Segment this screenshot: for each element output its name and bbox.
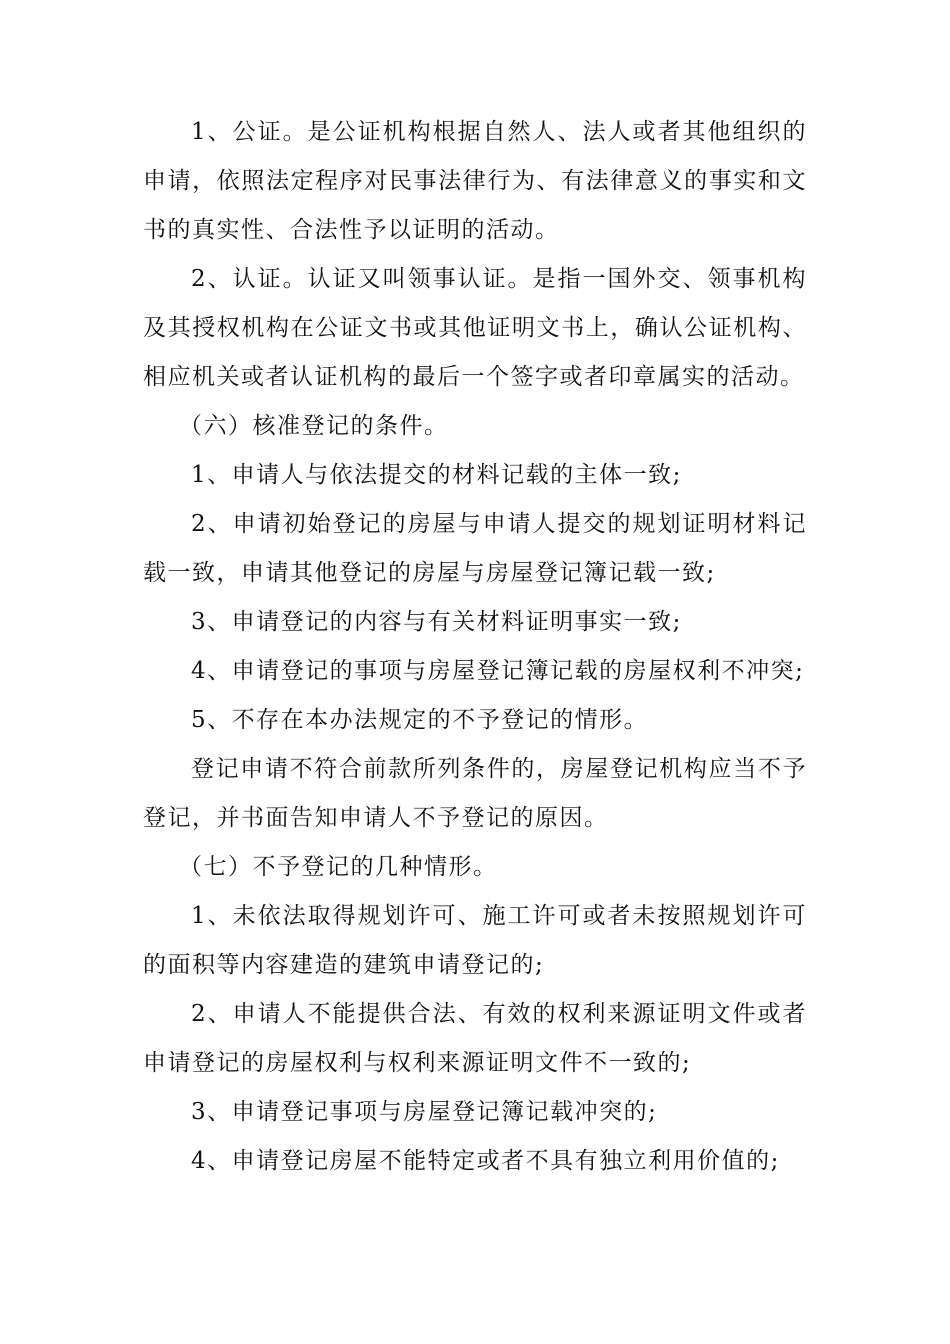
list-item: 1、申请人与依法提交的材料记载的主体一致;: [191, 462, 682, 488]
document-page: [143, 108, 807, 1186]
paragraph-rejection-notice: 登记申请不符合前款所列条件的，房屋登记机构应当不予登记，并书面告知申请人不予登记的原因。: [143, 756, 807, 831]
section-heading-refusal-cases: （七）不予登记的几种情形。: [179, 854, 498, 880]
list-item: 2、申请初始登记的房屋与申请人提交的规划证明材料记载一致，申请其他登记的房屋与房屋登记簿记载一致;: [143, 511, 807, 586]
list-item: 2、申请人不能提供合法、有效的权利来源证明文件或者申请登记的房屋权利与权利来源证明文件不一致的;: [143, 1001, 807, 1076]
list-item: 4、申请登记的事项与房屋登记簿记载的房屋权利不冲突;: [191, 658, 805, 684]
paragraph-notarization: 1、公证。是公证机构根据自然人、法人或者其他组织的申请，依照法定程序对民事法律行为、有法律意义的事实和文书的真实性、合法性予以证明的活动。: [143, 119, 807, 243]
list-item: 3、申请登记的内容与有关材料证明事实一致;: [191, 609, 682, 635]
section-heading-approval-conditions: （六）核准登记的条件。: [179, 413, 449, 439]
paragraph-authentication: 2、认证。认证又叫领事认证。是指一国外交、领事机构及其授权机构在公证文书或其他证明文书上，确认公证机构、相应机关或者认证机构的最后一个签字或者印章属实的活动。: [143, 266, 807, 390]
list-item: 5、不存在本办法规定的不予登记的情形。: [191, 707, 649, 733]
list-item: 4、申请登记房屋不能特定或者不具有独立利用价值的;: [191, 1148, 780, 1174]
list-item: 1、未依法取得规划许可、施工许可或者未按照规划许可的面积等内容建造的建筑申请登记的;: [143, 903, 807, 978]
list-item: 3、申请登记事项与房屋登记簿记载冲突的;: [191, 1099, 658, 1125]
